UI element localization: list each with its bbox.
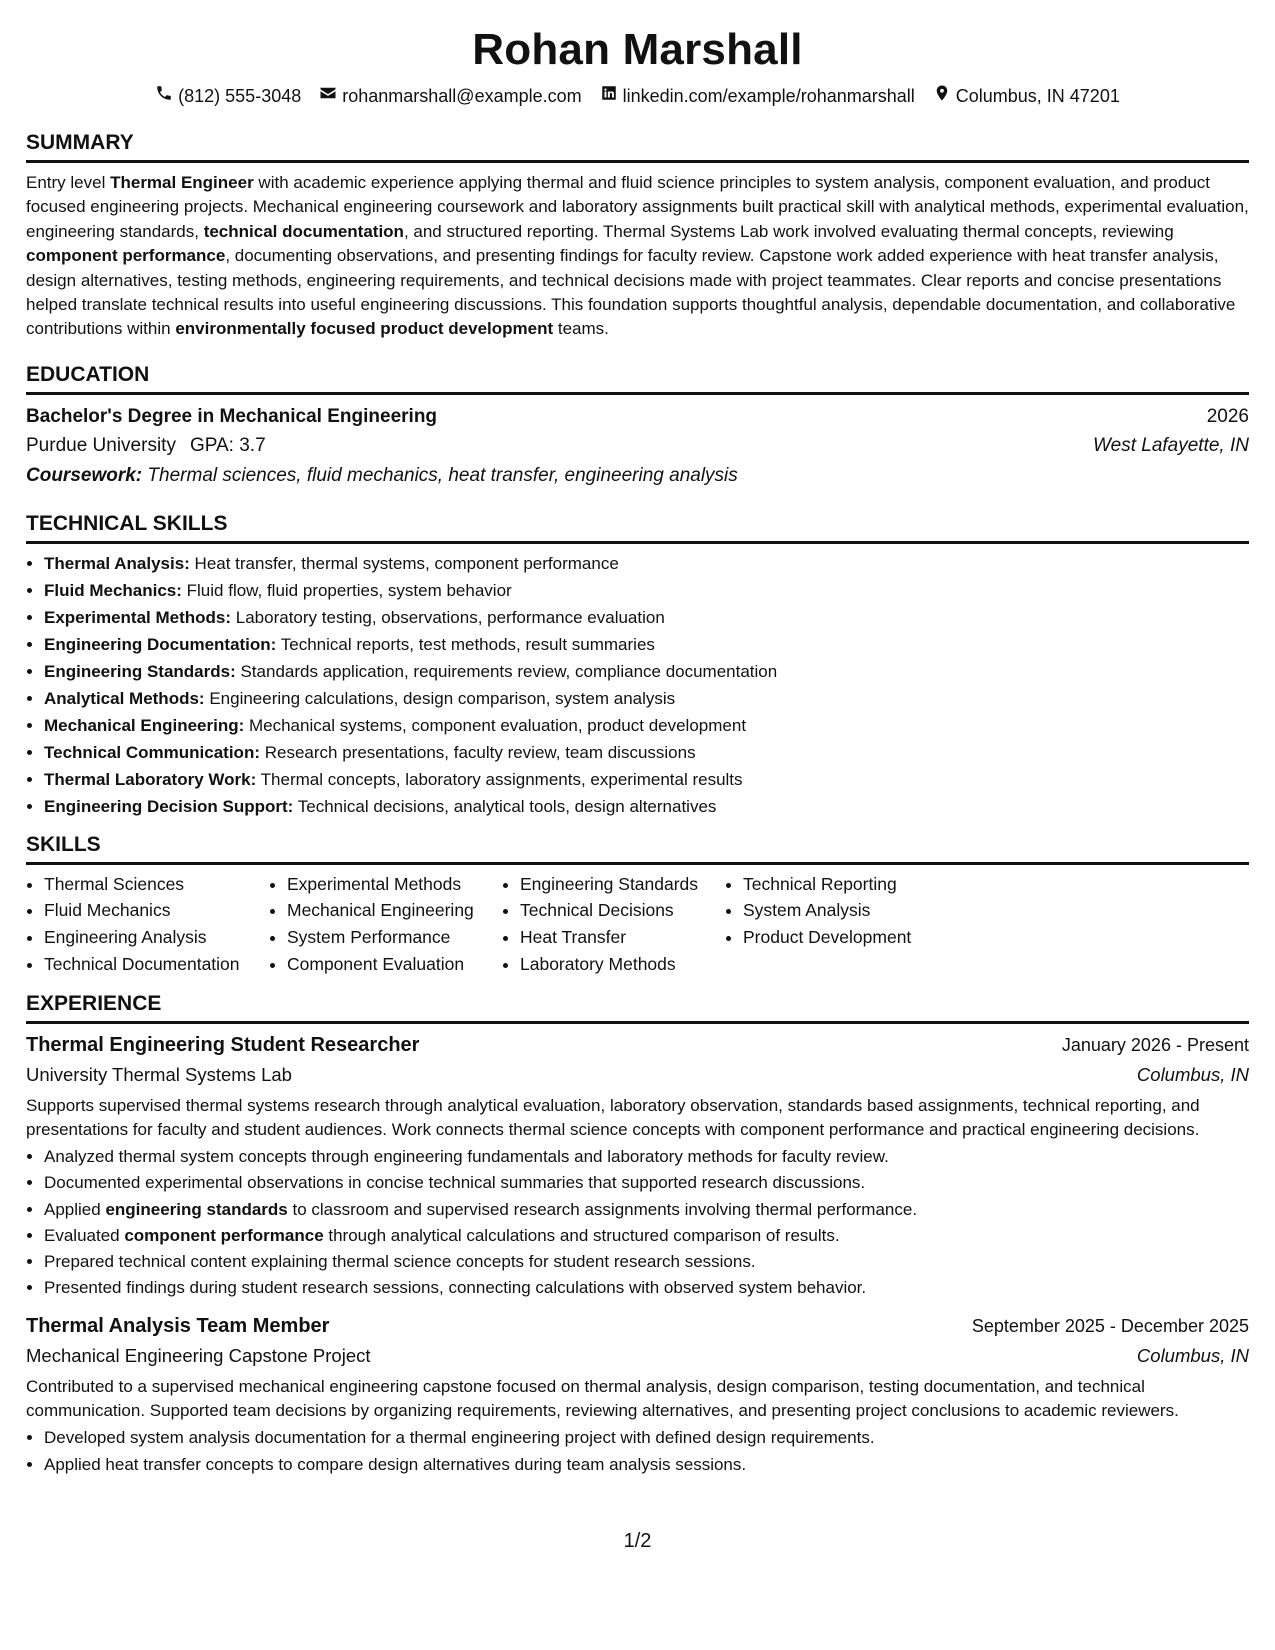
experience-section [26,991,1249,1478]
job-bullets [26,1425,1249,1477]
technical-skill-detail: Mechanical systems, component evaluation, product development [244,715,747,735]
job-bullet-text-segment: to classroom and supervised research assignments involving thermal performance. [287,1199,918,1219]
skills-column [26,871,269,977]
job-organization: University Thermal Systems Lab [26,1064,292,1086]
map-pin-icon [933,84,951,108]
job-title-row [26,1311,1249,1341]
education-section [26,362,1249,491]
gpa: GPA: 3.7 [189,434,266,456]
summary-text-segment: , and structured reporting. Thermal Systems Lab work involved evaluating thermal concepts, reviewing [403,221,1174,241]
skill-item: • Technical Decisions [520,897,725,924]
technical-skill-label: Engineering Standards: [44,661,236,681]
skills-grid [26,871,1249,977]
technical-skill-label: Engineering Documentation: [44,634,277,654]
technical-skills-heading: TECHNICAL SKILLS [26,511,1249,544]
technical-skill-detail: Research presentations, faculty review, team discussions [260,742,696,762]
jobs-list [26,1030,1249,1478]
summary-text-segment: teams. [553,319,609,339]
skill-item: • System Performance [287,924,502,951]
technical-skill-detail: Technical reports, test methods, result summaries [276,634,655,654]
coursework-label: Coursework: [26,464,143,486]
job-bullet-text-segment: Documented experimental observations in concise technical summaries that supported research discussions. [44,1173,866,1193]
education-heading: EDUCATION [26,362,1249,395]
skill-item: • Heat Transfer [520,924,725,951]
skill-item: • Experimental Methods [287,871,502,898]
summary-bold-segment: Thermal Engineer [110,173,254,192]
phone-text: (812) 555-3048 [178,86,302,106]
job-organization: Mechanical Engineering Capstone Project [26,1345,371,1367]
summary-bold-segment: component performance [26,246,226,266]
technical-skill-detail: Laboratory testing, observations, performance evaluation [231,607,665,627]
skill-item: • Technical Reporting [743,871,973,898]
technical-skill-detail: Engineering calculations, design comparison, system analysis [204,688,676,708]
education-school-row [26,431,1249,461]
contact-bar [26,84,1249,108]
job-bullet-bold-segment: component performance [124,1225,324,1245]
technical-skill-item [44,631,1249,658]
skill-item: • Mechanical Engineering [287,897,502,924]
summary-text-segment: , documenting observations, and presenting findings for faculty review. Capstone work added experience with heat transfer analysis, design alternatives, testing methods, engineering requirements, and technical decisions made with project teammates. Clear reports and concise presentations helped translate technical results into useful engineering discussions. This foundation supports thoughtful analysis, dependable documentation, and collaborative contributions within [26,246,1236,339]
job-bullet [44,1170,1249,1196]
job-org-row [26,1060,1249,1090]
technical-skill-item [44,577,1249,604]
job-org-row [26,1341,1249,1371]
skills-column [269,871,502,977]
job-bullet-text-segment: Applied heat transfer concepts to compare design alternatives during team analysis sessions. [44,1454,747,1474]
skill-item: • Product Development [743,924,973,951]
skills-heading: SKILLS [26,832,1249,865]
summary-text [26,171,1249,342]
job-location: Columbus, IN [1136,1345,1249,1367]
skill-item: • Component Evaluation [287,951,502,978]
skill-item: • Engineering Standards [520,871,725,898]
email-text: rohanmarshall@example.com [342,86,582,106]
technical-skill-detail: Standards application, requirements review, compliance documentation [235,661,778,681]
summary-bold-segment: technical documentation [203,221,404,241]
job-bullet [44,1223,1249,1249]
degree-name: Bachelor's Degree in Mechanical Engineering [26,405,438,427]
technical-skill-label: Engineering Decision Support: [44,796,294,816]
job-bullet-text-segment: Evaluated [44,1225,125,1245]
job-bullet-text-segment: Presented findings during student research sessions, connecting calculations with observed system behavior. [44,1278,867,1298]
candidate-name: Rohan Marshall [472,25,803,74]
technical-skill-item [44,550,1249,577]
coursework-text: Thermal sciences, fluid mechanics, heat transfer, engineering analysis [142,464,738,486]
job-location: Columbus, IN [1136,1064,1249,1086]
technical-skill-item [44,766,1249,793]
technical-skill-label: Technical Communication: [44,742,260,762]
technical-skill-detail: Technical decisions, analytical tools, design alternatives [293,796,717,816]
technical-skill-item [44,604,1249,631]
graduation-year: 2026 [1206,405,1249,427]
phone-icon [155,84,173,108]
job-bullet [44,1425,1249,1451]
job-bullet [44,1249,1249,1275]
technical-skill-item [44,793,1249,820]
linkedin-text: linkedin.com/example/rohanmarshall [622,86,915,106]
job-bullet [44,1197,1249,1223]
skill-item: • Engineering Analysis [44,924,269,951]
linkedin-icon [600,84,618,108]
technical-skill-detail: Heat transfer, thermal systems, component performance [189,553,619,573]
school-info [26,431,266,461]
job-title-row [26,1030,1249,1060]
job-bullet-text-segment: Prepared technical content explaining thermal science concepts for student research sessions. [44,1252,756,1272]
summary-text-segment: Entry level [26,173,111,192]
job-bullet-text-segment: Applied [44,1199,106,1219]
job-bullet [44,1452,1249,1478]
skill-item: • System Analysis [743,897,973,924]
job-bullet-text-segment: Analyzed thermal system concepts through engineering fundamentals and laboratory methods for faculty review. [44,1147,889,1167]
job-description: Contributed to a supervised mechanical engineering capstone focused on thermal analysis, design comparison, testing documentation, and technical communication. Supported team decisions by organizing requirements, reviewing alternatives, and presenting project conclusions to academic reviewers. [26,1377,1179,1421]
summary-bold-segment: environmentally focused product development [175,319,554,339]
technical-skills-section [26,511,1249,820]
technical-skill-detail: Thermal concepts, laboratory assignments, experimental results [256,769,743,789]
job-bullets [26,1144,1249,1301]
skill-item: • Technical Documentation [44,951,269,978]
summary-text-segment: with academic experience applying thermal and fluid science principles to system analysis, component evaluation, and product focused engineering projects. Mechanical engineering coursework and laboratory assignments built practical skill with analytical methods, experimental evaluation, engineering standards, [26,173,1249,241]
skill-item: • Fluid Mechanics [44,897,269,924]
technical-skill-item [44,739,1249,766]
technical-skill-label: Analytical Methods: [44,688,205,708]
skills-column [502,871,725,977]
contact-linkedin[interactable] [600,84,915,108]
school-location: West Lafayette, IN [1093,434,1249,456]
skills-section [26,832,1249,977]
coursework-line [26,461,1249,491]
technical-skill-item [44,658,1249,685]
job-bullet [44,1275,1249,1301]
job-bullet [44,1144,1249,1170]
technical-skill-label: Thermal Laboratory Work: [44,769,257,789]
contact-phone [155,84,301,108]
contact-location [933,84,1120,108]
technical-skill-item [44,712,1249,739]
job-bullet-text-segment: through analytical calculations and structured comparison of results. [323,1225,840,1245]
school-name: Purdue University [26,434,176,456]
job-title: Thermal Analysis Team Member [26,1315,330,1338]
education-degree-row [26,403,1249,431]
technical-skill-item [44,685,1249,712]
skills-column [725,871,973,977]
job-bullet-text-segment: Developed system analysis documentation for a thermal engineering project with defined design requirements. [44,1428,875,1448]
contact-email[interactable] [319,84,581,108]
technical-skill-label: Mechanical Engineering: [44,715,245,735]
skill-item: • Laboratory Methods [520,951,725,978]
job-dates: January 2026 - Present [1061,1035,1249,1056]
summary-section [26,130,1249,342]
job-description: Supports supervised thermal systems research through analytical evaluation, laboratory observation, standards based assignments, technical reporting, and presentations for faculty and student audiences. Work connects thermal science concepts with component performance and practical engineering decisions. [26,1096,1200,1140]
technical-skill-label: Experimental Methods: [44,607,232,627]
technical-skill-label: Thermal Analysis: [44,553,190,573]
job-entry [26,1030,1249,1301]
job-title: Thermal Engineering Student Researcher [26,1034,420,1057]
summary-heading: SUMMARY [26,130,1249,163]
skill-item: • Thermal Sciences [44,871,269,898]
technical-skills-list [26,550,1249,820]
experience-heading: EXPERIENCE [26,991,1249,1024]
job-bullet-bold-segment: engineering standards [105,1199,288,1219]
technical-skill-label: Fluid Mechanics: [44,580,182,600]
technical-skill-detail: Fluid flow, fluid properties, system behavior [181,580,512,600]
location-text: Columbus, IN 47201 [955,86,1120,106]
envelope-icon [319,84,337,108]
job-dates: September 2025 - December 2025 [971,1316,1249,1337]
page-number: 1/2 [623,1530,652,1552]
job-entry [26,1311,1249,1477]
